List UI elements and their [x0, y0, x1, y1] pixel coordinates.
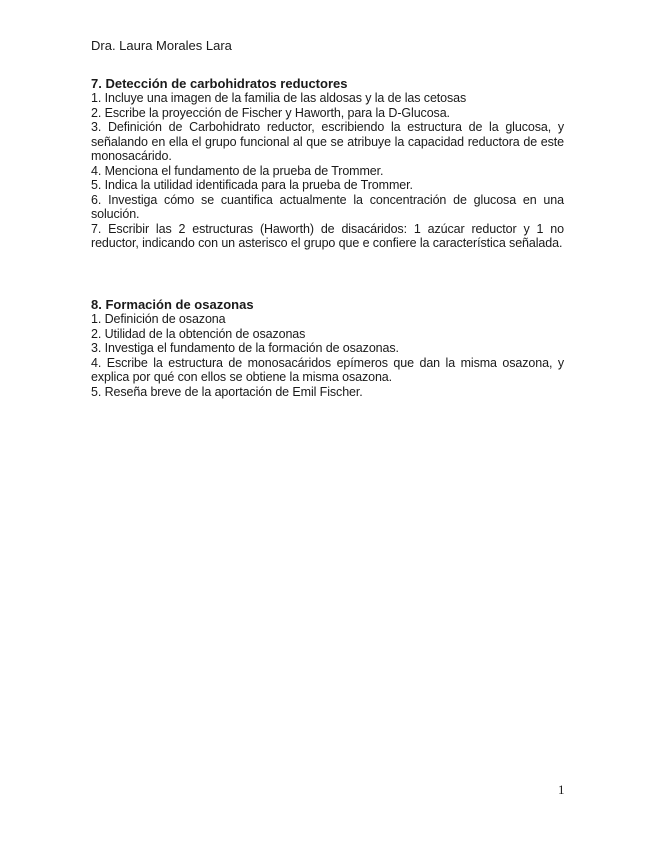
page-number: 1	[558, 782, 565, 797]
section-7-item-2: 2. Escribe la proyección de Fischer y Haworth, para la D-Glucosa.	[91, 105, 450, 120]
section-7-item-6: 6. Investiga cómo se cuantifica actualmente la concentración de glucosa en una solución.	[91, 192, 564, 221]
section-7	[91, 76, 564, 251]
section-8-item-3: 3. Investiga el fundamento de la formación de osazonas.	[91, 341, 399, 355]
section-8-item-1: 1. Definición de osazona	[91, 312, 226, 326]
section-8	[91, 297, 564, 399]
section-8-item-5: 5. Reseña breve de la aportación de Emil Fischer.	[91, 384, 363, 399]
section-7-item-1: 1. Incluye una imagen de la familia de las aldosas y la de las cetosas	[91, 91, 467, 105]
section-7-title: 7. Detección de carbohidratos reductores	[91, 76, 348, 91]
section-8-item-2: 2. Utilidad de la obtención de osazonas	[91, 326, 306, 341]
section-7-item-3: 3. Definición de Carbohidrato reductor, escribiendo la estructura de la glucosa, y señalando en ella el grupo funcional al que se atribuye la capacidad reductora de este monosacárido.	[91, 120, 564, 163]
author-name: Dra. Laura Morales Lara	[91, 38, 232, 53]
section-8-item-4: 4. Escribe la estructura de monosacáridos epímeros que dan la misma osazona, y explica por qué con ellos se obtiene la misma osazona.	[91, 355, 564, 384]
section-7-item-5: 5. Indica la utilidad identificada para la prueba de Trommer.	[91, 178, 413, 192]
section-7-item-4: 4. Menciona el fundamento de la prueba de Trommer.	[91, 163, 384, 178]
section-7-item-7: 7. Escribir las 2 estructuras (Haworth) de disacáridos: 1 azúcar reductor y 1 no reductor, indicando con un asterisco el grupo que e confiere la característica señalada.	[91, 221, 564, 250]
section-8-title: 8. Formación de osazonas	[91, 297, 254, 312]
